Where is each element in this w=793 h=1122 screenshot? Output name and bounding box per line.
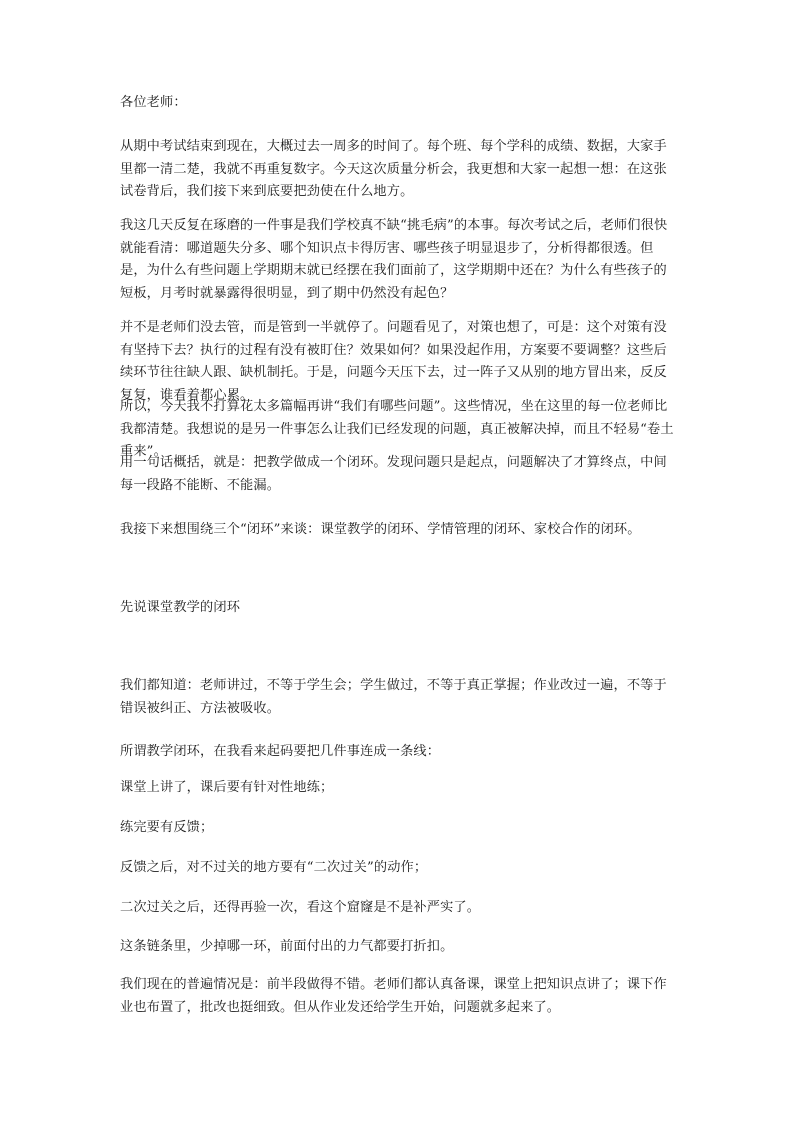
paragraph-3: 并不是老师们没去管，而是管到一半就停了。问题看见了，对策也想了，可是：这个对策有没有坚持下去？执行的过程有没有被盯住？效果如何？如果没起作用，方案要不要调整？这些后续环节往往缺人跟、缺机制托。于是，问题今天压下去，过一阵子又从别的地方冒出来，反反复复，谁看着都心累。 <box>120 320 667 403</box>
section-paragraph-5: 反馈之后，对不过关的地方要有“二次过关”的动作； <box>120 860 428 875</box>
paragraph-1: 从期中考试结束到现在，大概过去一周多的时间了。每个班、每个学科的成绩、数据，大家手里都一清二楚，我就不再重复数字。今天这次质量分析会，我更想和大家一起想一想：在这张试卷背后，我们接下来到底要把劲使在什么地方。 <box>120 139 667 200</box>
section-paragraph-4: 练完要有反馈； <box>120 820 214 835</box>
section-paragraph-2: 所谓教学闭环，在我看来起码要把几件事连成一条线： <box>120 744 441 759</box>
paragraph-6: 我接下来想围绕三个“闭环”来谈：课堂教学的闭环、学情管理的闭环、家校合作的闭环。 <box>120 522 641 537</box>
section-paragraph-8: 我们现在的普遍情况是：前半段做得不错。老师们都认真备课，课堂上把知识点讲了；课下作业也布置了，批改也挺细致。但从作业发还给学生开始，问题就多起来了。 <box>120 977 667 1015</box>
greeting: 各位老师： <box>120 95 187 110</box>
section-title: 先说课堂教学的闭环 <box>120 600 241 615</box>
paragraph-5: 用一句话概括，就是：把教学做成一个闭环。发现问题只是起点，问题解决了才算终点，中间每一段路不能断、不能漏。 <box>120 455 667 493</box>
section-paragraph-7: 这条链条里，少掉哪一环，前面付出的力气都要打折扣。 <box>120 939 454 954</box>
paragraph-4: 所以，今天我不打算花太多篇幅再讲“我们有哪些问题”。这些情况，坐在这里的每一位老师比我都清楚。我想说的是另一件事怎么让我们已经发现的问题，真正被解决掉，而且不轻易“卷土重来”。 <box>120 399 674 460</box>
section-paragraph-1: 我们都知道：老师讲过，不等于学生会；学生做过，不等于真正掌握；作业改过一遍，不等于错误被纠正、方法被吸收。 <box>120 678 667 716</box>
section-paragraph-3: 课堂上讲了，课后要有针对性地练； <box>120 780 334 795</box>
paragraph-2: 我这几天反复在琢磨的一件事是我们学校真不缺“挑毛病”的本事。每次考试之后，老师们很快就能看清：哪道题失分多、哪个知识点卡得厉害、哪些孩子明显退步了，分析得都很透。但是，为什么有些问题上学期期末就已经摆在我们面前了，这学期期中还在？为什么有些孩子的短板，月考时就暴露得很明显，到了期中仍然没有起色？ <box>120 218 668 301</box>
section-paragraph-6: 二次过关之后，还得再验一次，看这个窟窿是不是补严实了。 <box>120 900 481 915</box>
